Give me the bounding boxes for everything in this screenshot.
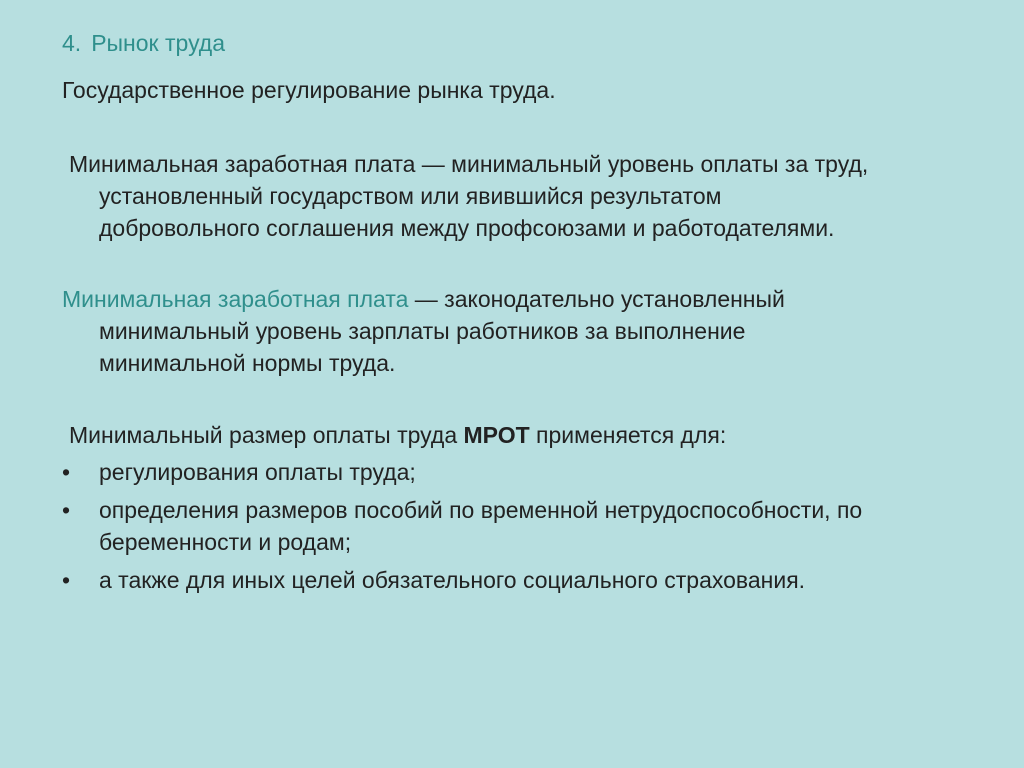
definition-1-line-1: Минимальная заработная плата — минимальный уровень оплаты за труд, [69,151,869,177]
definition-2-line-1-rest: — законодательно установленный [408,286,785,312]
definition-2-term: Минимальная заработная плата [62,286,409,312]
mrot-intro-after: применяется для: [529,422,727,448]
definition-1-line-2: установленный государством или явившийся результатом [99,183,722,209]
list-item [62,564,862,596]
list-item [62,456,862,488]
bullet-2-text-line-1: определения размеров пособий по временной нетрудоспособности, по [99,497,863,523]
slide-title-text: Рынок труда [91,30,226,56]
mrot-intro-line [69,419,726,451]
bullet-1-text: регулирования оплаты труда; [99,459,416,485]
mrot-intro-before: Минимальный размер оплаты труда [69,422,464,448]
definition-paragraph-1 [69,148,868,244]
definition-1-line-3: добровольного соглашения между профсоюзами и работодателями. [99,215,835,241]
slide-subtitle: Государственное регулирование рынка труда. [62,77,556,103]
bullet-2-text-line-2: беременности и родам; [99,529,352,555]
slide-title-number: 4. [62,30,82,56]
definition-2-line-1 [62,283,785,315]
bullet-3-text: а также для иных целей обязательного социального страхования. [99,567,806,593]
bullet-icon: • [62,459,71,485]
list-item [62,494,862,558]
slide-title [62,30,225,57]
definition-2-line-3: минимальной нормы труда. [99,350,396,376]
mrot-abbreviation: МРОТ [463,422,530,448]
mrot-intro [69,419,726,451]
definition-2-line-2: минимальный уровень зарплаты работников за выполнение [99,318,746,344]
bullet-icon: • [62,497,71,523]
mrot-bullet-list [62,456,862,602]
bullet-icon: • [62,567,71,593]
definition-paragraph-2 [62,283,785,379]
